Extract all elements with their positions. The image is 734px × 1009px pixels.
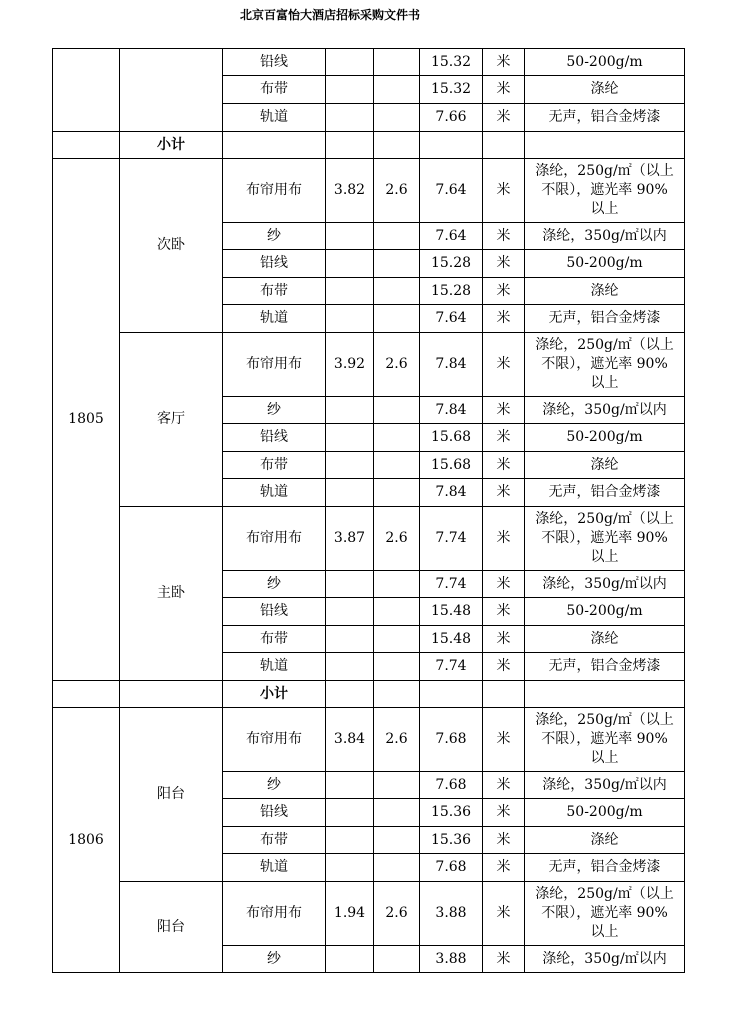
desc-cell: 涤纶 bbox=[525, 278, 685, 305]
desc-cell: 涤纶，350g/㎡以内 bbox=[525, 223, 685, 250]
qty-cell: 15.68 bbox=[420, 452, 483, 479]
subtotal-row bbox=[53, 132, 685, 159]
qty-cell: 7.68 bbox=[420, 854, 483, 882]
area-name-cell: 主卧 bbox=[120, 507, 223, 681]
unit-cell: 米 bbox=[483, 159, 525, 223]
desc-cell: 50-200g/m bbox=[525, 424, 685, 452]
unit-cell: 米 bbox=[483, 397, 525, 424]
desc-cell: 涤纶 bbox=[525, 827, 685, 854]
unit-cell: 米 bbox=[483, 653, 525, 681]
unit-cell: 米 bbox=[483, 104, 525, 132]
unit-cell: 米 bbox=[483, 333, 525, 397]
desc-cell: 无声，铝合金烤漆 bbox=[525, 653, 685, 681]
desc-cell: 50-200g/m bbox=[525, 598, 685, 626]
unit-cell: 米 bbox=[483, 827, 525, 854]
unit-cell: 米 bbox=[483, 278, 525, 305]
item-cell: 布带 bbox=[223, 278, 326, 305]
item-cell: 布帘用布 bbox=[223, 159, 326, 223]
qty-cell: 15.32 bbox=[420, 49, 483, 76]
height-cell: 2.6 bbox=[374, 333, 420, 397]
room-number-cell: 1806 bbox=[53, 708, 120, 973]
item-cell: 轨道 bbox=[223, 305, 326, 333]
unit-cell: 米 bbox=[483, 626, 525, 653]
area-cell bbox=[120, 49, 223, 132]
desc-cell: 涤纶，350g/㎡以内 bbox=[525, 946, 685, 973]
area-name-cell: 次卧 bbox=[120, 159, 223, 333]
item-cell: 纱 bbox=[223, 571, 326, 598]
item-cell: 纱 bbox=[223, 223, 326, 250]
item-cell: 铅线 bbox=[223, 598, 326, 626]
desc-cell: 涤纶，250g/㎡（以上 不限），遮光率 90% 以上 bbox=[525, 333, 685, 397]
item-cell: 铅线 bbox=[223, 799, 326, 827]
qty-cell: 15.48 bbox=[420, 598, 483, 626]
curtain-spec-table bbox=[52, 48, 685, 973]
qty-cell: 7.64 bbox=[420, 159, 483, 223]
subtotal-label: 小计 bbox=[223, 681, 326, 708]
height-cell: 2.6 bbox=[374, 882, 420, 946]
width-cell: 3.87 bbox=[326, 507, 374, 571]
desc-cell: 无声，铝合金烤漆 bbox=[525, 479, 685, 507]
height-cell: 2.6 bbox=[374, 159, 420, 223]
unit-cell: 米 bbox=[483, 507, 525, 571]
desc-cell: 无声，铝合金烤漆 bbox=[525, 854, 685, 882]
desc-cell: 无声，铝合金烤漆 bbox=[525, 104, 685, 132]
desc-cell: 涤纶，350g/㎡以内 bbox=[525, 397, 685, 424]
qty-cell: 7.64 bbox=[420, 305, 483, 333]
item-cell: 布带 bbox=[223, 76, 326, 104]
desc-cell: 涤纶，250g/㎡（以上 不限），遮光率 90% 以上 bbox=[525, 708, 685, 772]
width-cell: 3.84 bbox=[326, 708, 374, 772]
item-cell: 布帘用布 bbox=[223, 333, 326, 397]
qty-cell: 7.68 bbox=[420, 772, 483, 799]
unit-cell: 米 bbox=[483, 49, 525, 76]
qty-cell: 7.68 bbox=[420, 708, 483, 772]
item-cell: 轨道 bbox=[223, 653, 326, 681]
desc-cell: 50-200g/m bbox=[525, 49, 685, 76]
item-cell: 铅线 bbox=[223, 424, 326, 452]
qty-cell: 15.32 bbox=[420, 76, 483, 104]
item-cell: 布带 bbox=[223, 452, 326, 479]
unit-cell: 米 bbox=[483, 223, 525, 250]
table-row bbox=[53, 49, 685, 76]
item-cell: 布帘用布 bbox=[223, 882, 326, 946]
unit-cell: 米 bbox=[483, 946, 525, 973]
unit-cell: 米 bbox=[483, 598, 525, 626]
qty-cell: 15.36 bbox=[420, 799, 483, 827]
item-cell: 纱 bbox=[223, 946, 326, 973]
desc-cell: 涤纶 bbox=[525, 626, 685, 653]
unit-cell: 米 bbox=[483, 854, 525, 882]
width-cell: 1.94 bbox=[326, 882, 374, 946]
unit-cell: 米 bbox=[483, 708, 525, 772]
qty-cell: 3.88 bbox=[420, 946, 483, 973]
item-cell: 轨道 bbox=[223, 854, 326, 882]
qty-cell: 15.28 bbox=[420, 250, 483, 278]
qty-cell: 7.74 bbox=[420, 653, 483, 681]
desc-cell: 涤纶，250g/㎡（以上 不限），遮光率 90% 以上 bbox=[525, 507, 685, 571]
unit-cell: 米 bbox=[483, 772, 525, 799]
unit-cell: 米 bbox=[483, 76, 525, 104]
subtotal-row bbox=[53, 681, 685, 708]
qty-cell: 3.88 bbox=[420, 882, 483, 946]
qty-cell: 7.84 bbox=[420, 479, 483, 507]
item-cell: 铅线 bbox=[223, 49, 326, 76]
desc-cell: 50-200g/m bbox=[525, 799, 685, 827]
desc-cell: 涤纶，250g/㎡（以上 不限），遮光率 90% 以上 bbox=[525, 159, 685, 223]
height-cell: 2.6 bbox=[374, 708, 420, 772]
item-cell: 轨道 bbox=[223, 104, 326, 132]
unit-cell: 米 bbox=[483, 424, 525, 452]
unit-cell: 米 bbox=[483, 452, 525, 479]
qty-cell: 15.36 bbox=[420, 827, 483, 854]
item-cell: 布带 bbox=[223, 827, 326, 854]
desc-cell: 涤纶，350g/㎡以内 bbox=[525, 772, 685, 799]
qty-cell: 15.48 bbox=[420, 626, 483, 653]
qty-cell: 7.84 bbox=[420, 333, 483, 397]
desc-cell: 涤纶，250g/㎡（以上 不限），遮光率 90% 以上 bbox=[525, 882, 685, 946]
item-cell: 轨道 bbox=[223, 479, 326, 507]
unit-cell: 米 bbox=[483, 799, 525, 827]
area-name-cell: 阳台 bbox=[120, 708, 223, 882]
area-name-cell: 客厅 bbox=[120, 333, 223, 507]
area-name-cell: 阳台 bbox=[120, 882, 223, 973]
desc-cell: 无声，铝合金烤漆 bbox=[525, 305, 685, 333]
qty-cell: 15.68 bbox=[420, 424, 483, 452]
subtotal-label: 小计 bbox=[120, 132, 223, 159]
desc-cell: 50-200g/m bbox=[525, 250, 685, 278]
table-row bbox=[53, 708, 685, 772]
unit-cell: 米 bbox=[483, 250, 525, 278]
width-cell: 3.82 bbox=[326, 159, 374, 223]
item-cell: 布带 bbox=[223, 626, 326, 653]
qty-cell: 7.74 bbox=[420, 507, 483, 571]
height-cell: 2.6 bbox=[374, 507, 420, 571]
desc-cell: 涤纶，350g/㎡以内 bbox=[525, 571, 685, 598]
item-cell: 纱 bbox=[223, 772, 326, 799]
table-row bbox=[53, 333, 685, 397]
table-row bbox=[53, 159, 685, 223]
item-cell: 布帘用布 bbox=[223, 507, 326, 571]
table-row bbox=[53, 507, 685, 571]
qty-cell: 7.74 bbox=[420, 571, 483, 598]
room-cell bbox=[53, 49, 120, 132]
item-cell: 铅线 bbox=[223, 250, 326, 278]
qty-cell: 7.64 bbox=[420, 223, 483, 250]
item-cell: 纱 bbox=[223, 397, 326, 424]
unit-cell: 米 bbox=[483, 479, 525, 507]
desc-cell: 涤纶 bbox=[525, 452, 685, 479]
item-cell: 布帘用布 bbox=[223, 708, 326, 772]
unit-cell: 米 bbox=[483, 882, 525, 946]
qty-cell: 7.84 bbox=[420, 397, 483, 424]
document-title: 北京百富怡大酒店招标采购文件书 bbox=[239, 8, 420, 22]
qty-cell: 7.66 bbox=[420, 104, 483, 132]
width-cell: 3.92 bbox=[326, 333, 374, 397]
room-number-cell: 1805 bbox=[53, 159, 120, 681]
desc-cell: 涤纶 bbox=[525, 76, 685, 104]
table-row bbox=[53, 882, 685, 946]
unit-cell: 米 bbox=[483, 305, 525, 333]
unit-cell: 米 bbox=[483, 571, 525, 598]
qty-cell: 15.28 bbox=[420, 278, 483, 305]
